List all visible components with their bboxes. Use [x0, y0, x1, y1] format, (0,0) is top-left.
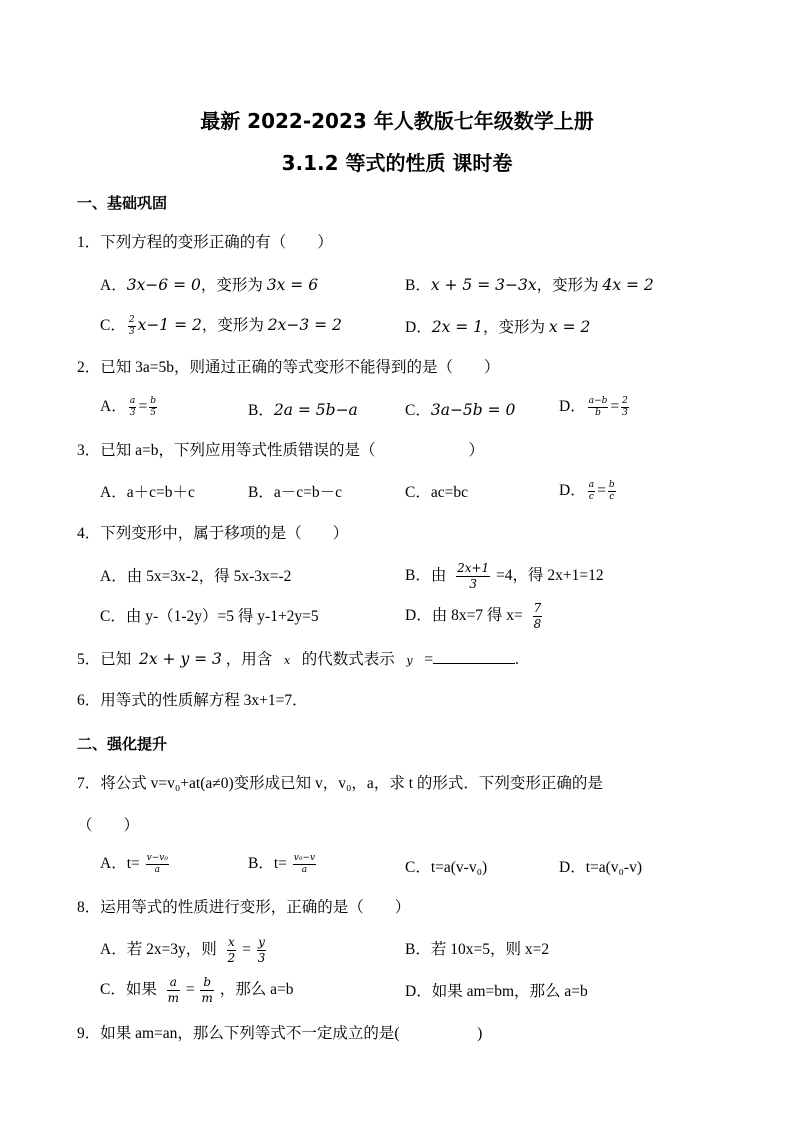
q3-option-c: C．ac=bc [405, 484, 468, 501]
q8-stem: 8．运用等式的性质进行变形，正确的是（ ） [77, 899, 411, 916]
q2-option-a: A． $\frac{a}{3}$ = $\frac{b}{5}$ [100, 396, 156, 418]
q3-option-a: A．a＋c=b＋c [100, 484, 195, 501]
title-line-1: 最新 2022-2023 年人教版七年级数学上册 [200, 109, 594, 133]
q4-stem: 4．下列变形中，属于移项的是（ ） [77, 525, 349, 542]
q5-answer-blank[interactable] [433, 649, 515, 664]
section-advanced: 二、强化提升 [77, 735, 168, 753]
q1-stem: 1．下列方程的变形正确的有（ ） [77, 234, 333, 251]
q4-option-b: B．由 $\frac{2x+1}{3}$ =4，得 2x+1=12 [405, 561, 604, 591]
q4-option-d: D．由 8x=7 得 x= $\frac{7}{8}$ [405, 601, 542, 631]
q7-option-c: C．t=a(v-v₀) [405, 859, 488, 876]
q7-paren: （ ） [77, 817, 140, 834]
q5-stem: 5．已知 2x + y = 3 ，用含 x 的代数式表示 y = . [77, 650, 519, 668]
q8-option-d: D．如果 am=bm，那么 a=b [405, 983, 588, 1000]
q2-option-b: B．2a = 5b−a [248, 401, 358, 419]
q7-option-a: A．t= $\frac{\text{v−v₀}}{a}$ [100, 853, 168, 875]
q4-option-c: C．由 y-（1-2y）=5 得 y-1+2y=5 [100, 608, 319, 625]
q2-option-c: C．3a−5b = 0 [405, 401, 516, 419]
q2-stem: 2．已知 3a=5b，则通过正确的等式变形不能得到的是（ ） [77, 359, 500, 376]
q7-option-d: D．t=a(v₀-v) [559, 859, 643, 876]
q2-option-d: D． $\frac{a-b}{b}$ = $\frac{2}{3}$ [559, 396, 628, 418]
q7-option-b: B．t= $\frac{\text{v₀−v}}{a}$ [248, 853, 316, 875]
q8-option-c: C．如果 $\frac{a}{m}$ = $\frac{b}{m}$ ，那么 a=b [100, 975, 294, 1005]
q8-option-a: A．若 2x=3y，则 $\frac{x}{2}$ = $\frac{y}{3}$ [100, 935, 266, 965]
q1-option-a: A．3x−6 = 0，变形为 3x = 6 [100, 276, 319, 294]
q9-stem: 9．如果 am=an，那么下列等式不一定成立的是( ) [77, 1025, 483, 1042]
q1-option-d: D．2x = 1，变形为 x = 2 [405, 318, 591, 336]
q3-stem: 3．已知 a=b，下列应用等式性质错误的是（ ） [77, 442, 484, 459]
q4-option-a: A．由 5x=3x-2，得 5x-3x=-2 [100, 568, 292, 585]
q3-option-d: D． $\frac{a}{c}$ = $\frac{b}{c}$ [559, 480, 615, 502]
q8-option-b: B．若 10x=5，则 x=2 [405, 941, 550, 958]
q6-stem: 6．用等式的性质解方程 3x+1=7． [77, 692, 308, 709]
section-basic: 一、基础巩固 [77, 194, 168, 212]
q1-option-b: B．x + 5 = 3−3x，变形为 4x = 2 [405, 276, 654, 294]
q3-option-b: B．a－c=b－c [248, 484, 342, 501]
q1-option-c: C． $\frac{2}{3}$ x−1 = 2，变形为 2x−3 = 2 [100, 314, 342, 337]
q7-stem: 7．将公式 v=v₀+at(a≠0)变形成已知 v，v₀，a，求 t 的形式．下列变形正确的是 [77, 775, 603, 792]
title-line-2: 3.1.2 等式的性质 课时卷 [281, 151, 513, 175]
